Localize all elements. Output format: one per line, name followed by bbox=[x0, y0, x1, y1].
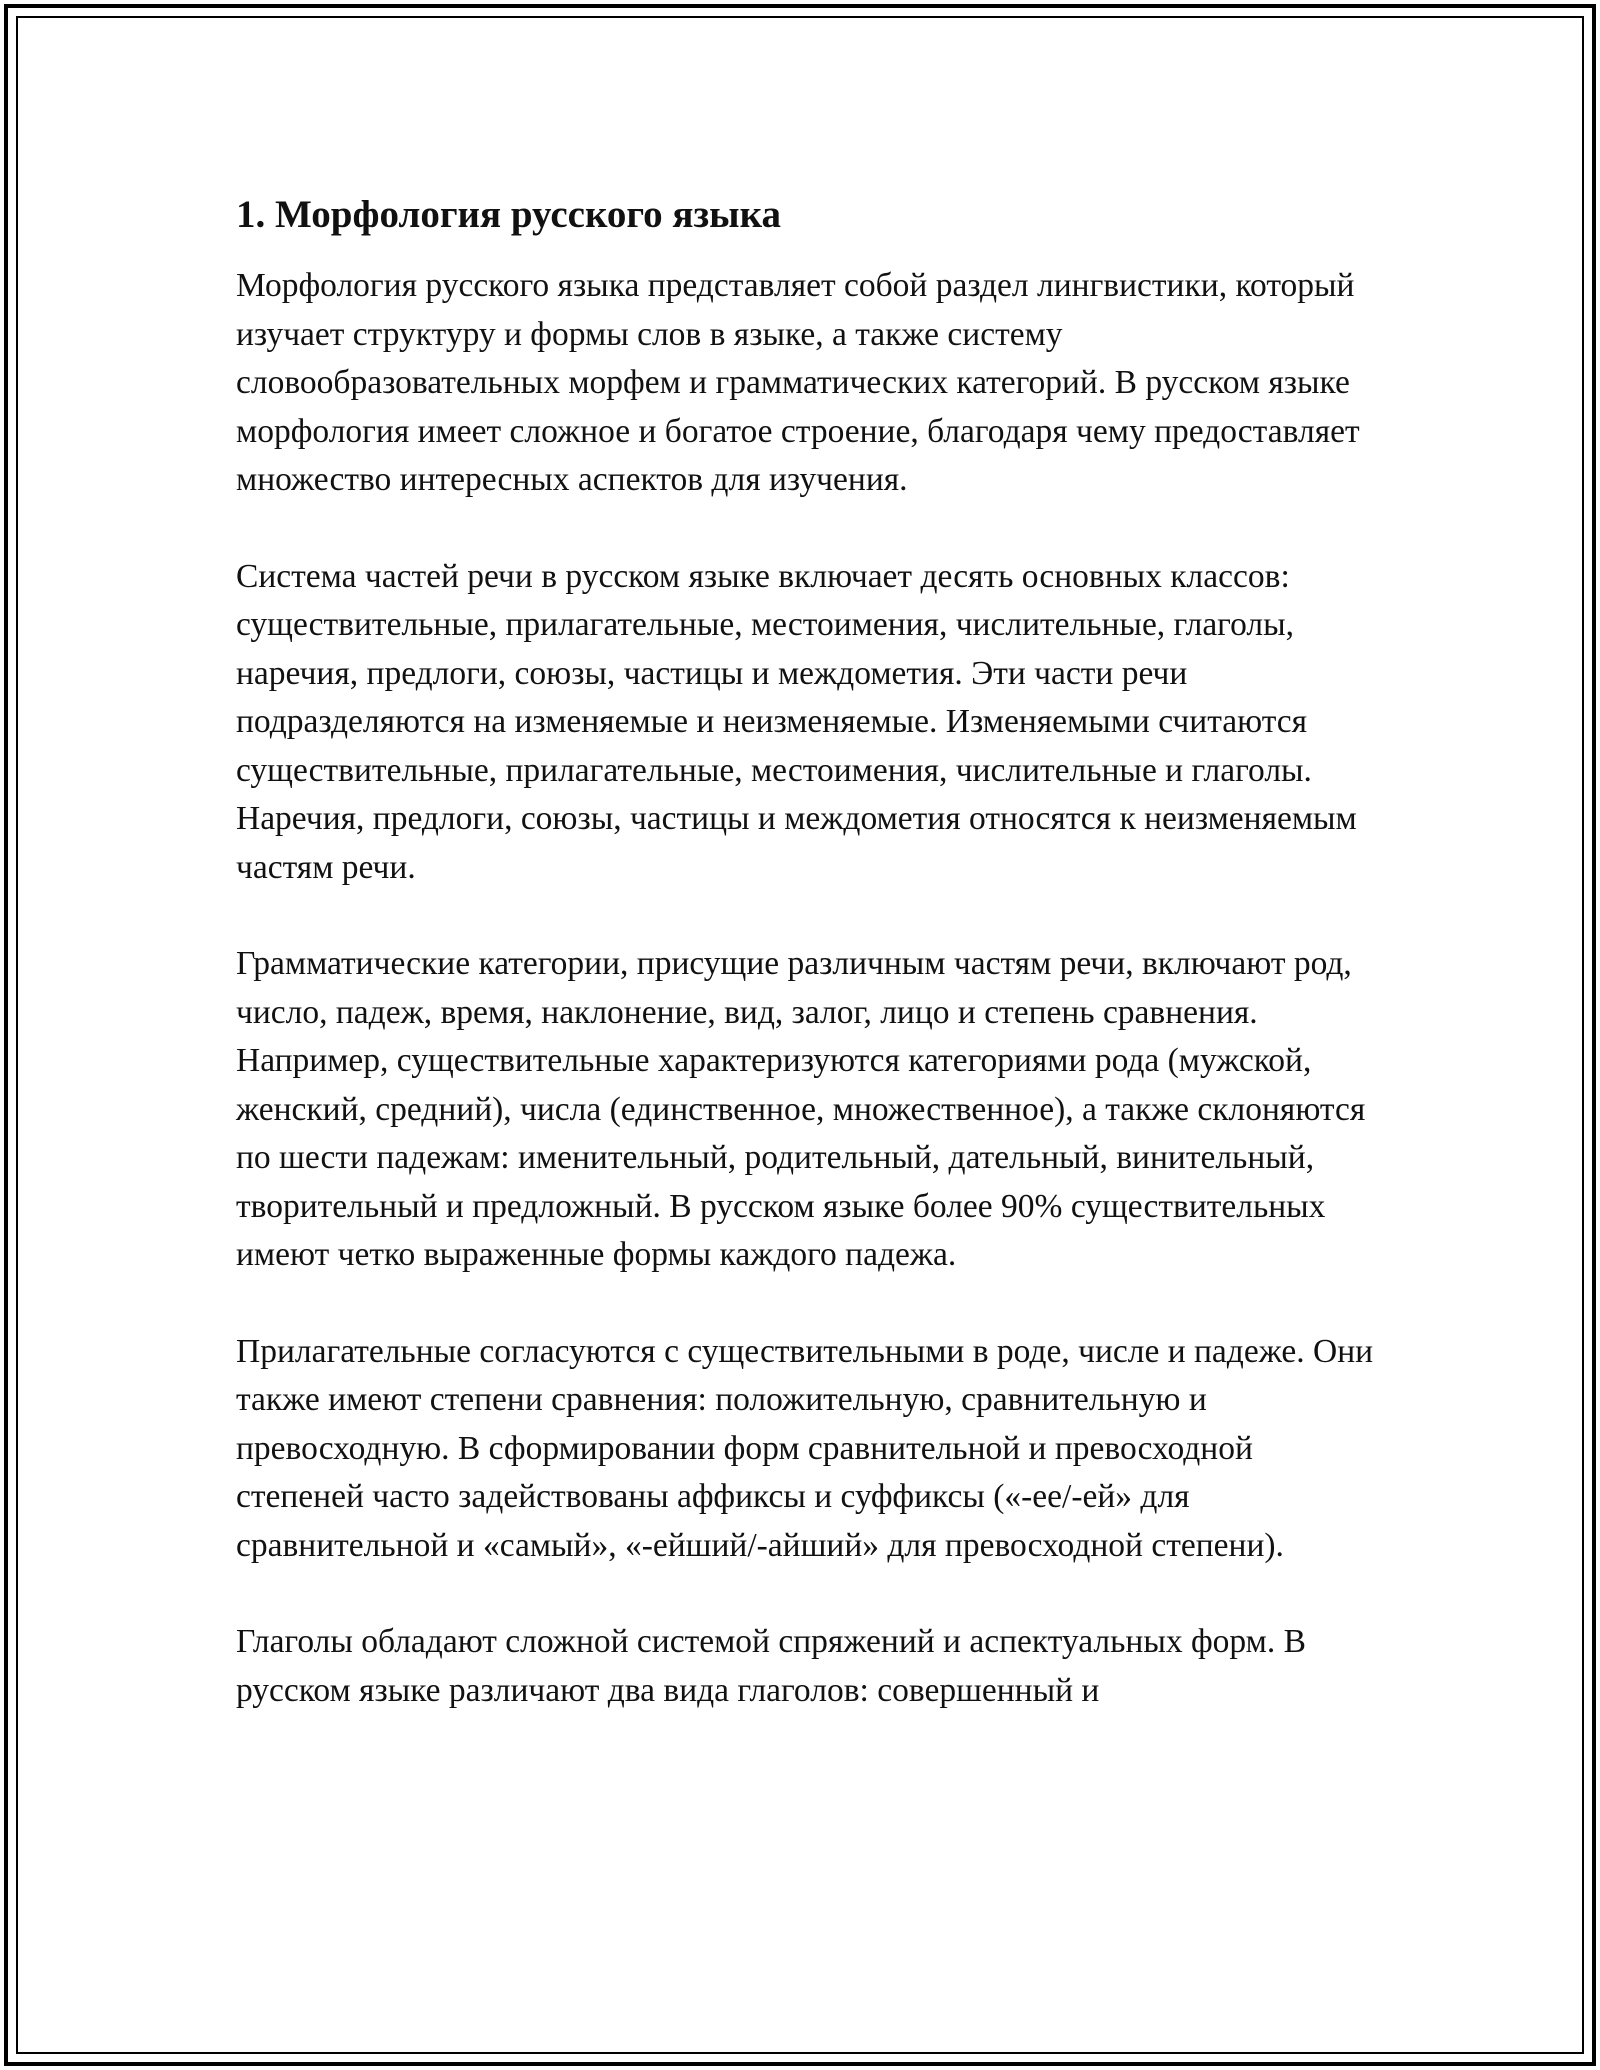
paragraph-verbs: Глаголы обладают сложной системой спряжений и аспектуальных форм. В русском языке различают два вида глаголов: совершенный и bbox=[236, 1623, 1306, 1709]
paragraph-adjectives: Прилагательные согласуются с существительными в роде, числе и падеже. Они также имеют степени сравнения: положительную, сравнительную и превосходную. В сформировании форм сравнительной и превосходной степеней часто задействованы аффиксы и суффиксы («-ее/-ей» для сравнительной и «самый», «-ейший/-айший» для превосходной степени). bbox=[236, 1332, 1374, 1564]
paragraph-parts-of-speech: Система частей речи в русском языке включает десять основных классов: существительные, прилагательные, местоимения, числительные, глаголы, наречия, предлоги, союзы, частицы и междометия. Эти части речи подразделяются на изменяемые и неизменяемые. Изменяемыми считаются существительные, прилагательные, местоимения, числительные и глаголы. Наречия, предлоги, союзы, частицы и междометия относятся к неизменяемым частям речи. bbox=[236, 557, 1357, 886]
paragraph-grammatical-categories: Грамматические категории, присущие различным частям речи, включают род, число, падеж, время, наклонение, вид, залог, лицо и степень сравнения. Например, существительные характеризуются категориями рода (мужской, женский, средний), числа (единственное, множественное), а также склоняются по шести падежам: именительный, родительный, дательный, винительный, творительный и предложный. В русском языке более 90% существительных имеют четко выраженные формы каждого падежа. bbox=[236, 945, 1366, 1273]
paragraph-morphology-intro: Морфология русского языка представляет собой раздел лингвистики, который изучает структуру и формы слов в языке, а также систему словообразовательных морфем и грамматических категорий. В русском языке морфология имеет сложное и богатое строение, благодаря чему предоставляет множество интересных аспектов для изучения. bbox=[236, 267, 1360, 498]
section-heading: 1. Морфология русского языка bbox=[236, 193, 782, 236]
document-body bbox=[236, 190, 1376, 1763]
